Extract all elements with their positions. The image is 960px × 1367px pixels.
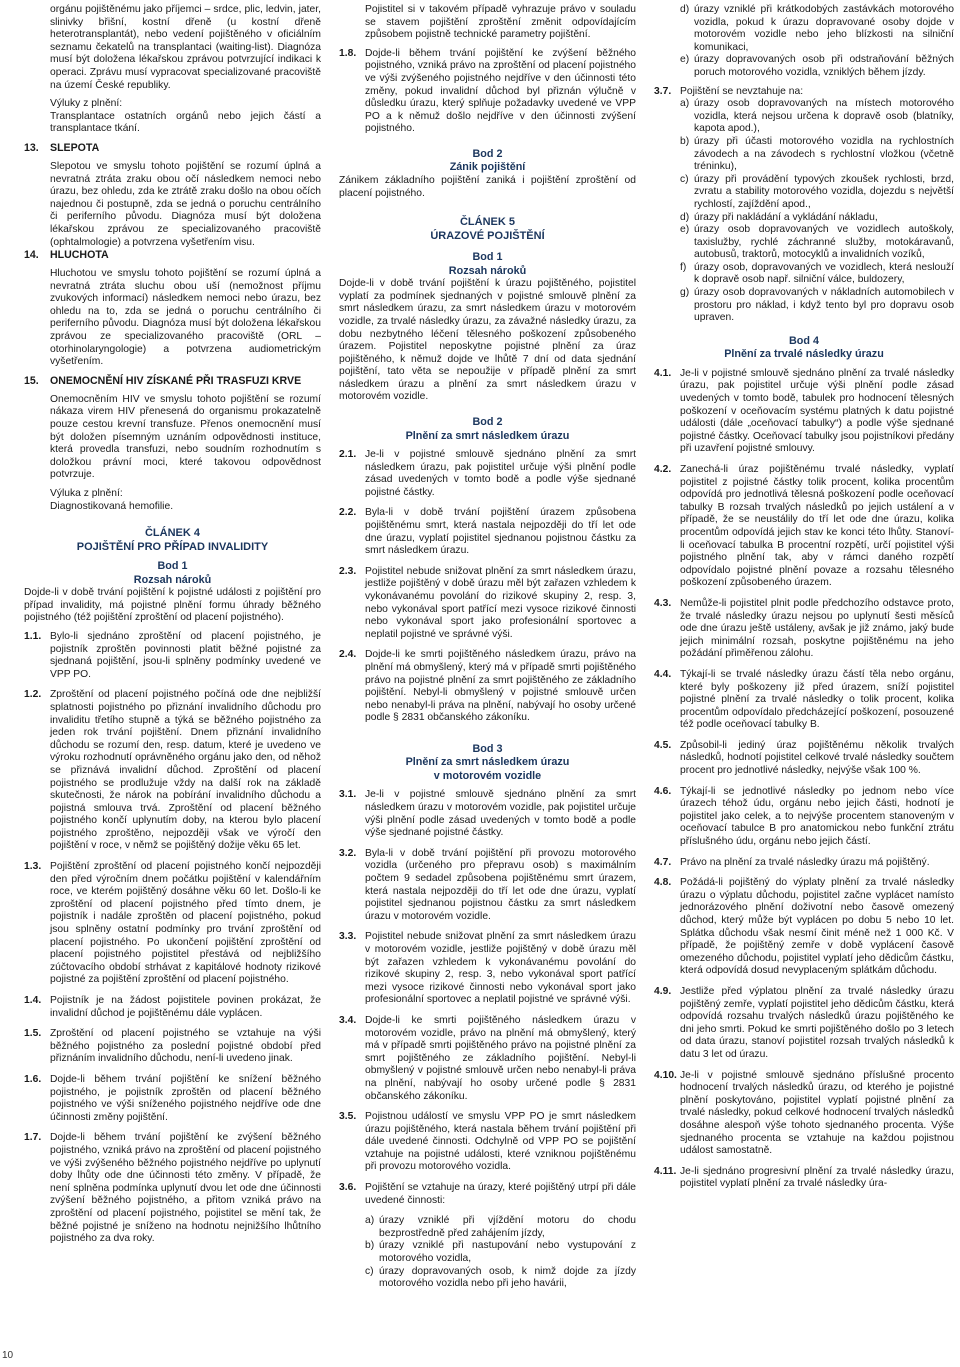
item-number: 1.2.	[24, 689, 42, 701]
item-text: Je-li v pojistné smlouvě sjednáno příslušné procento hodnocení trvalých následků úrazu, od kterého je pojistné plnění poskytováno, pojistitel vyplatí pojistné plnění za trvalé následky, pokud celkové hodnocení trvalých následků dosáhne alespoň výše tohoto sjednaného procenta. Výše sjednaného procenta se vztahuje na každou pojistnou událost samostatně.	[680, 1069, 954, 1157]
item-text: Jestliže před výplatou plnění za trvalé následky úrazu pojištěný zemře, vyplatí pojistitel jeho dědicům částku, která odpovídá rozsahu trvalých následků úrazu pojištěného ke dni jeho smrti. Pokud ke smrti pojištěného došlo po 3 letech od data úrazu, stanoví pojistitel rozsah trvalých následků k datu 3 let od úrazu.	[680, 985, 954, 1060]
numbered-item	[24, 861, 321, 987]
numbered-list	[24, 631, 321, 1246]
numbered-item	[24, 689, 321, 853]
item-text: Pojištění se nevztahuje na:	[680, 85, 804, 97]
section-number: 15.	[24, 374, 39, 387]
item-text: úrazy při provádění typových zkoušek rychlosti, brzd, zvratu a stability motorového vozidla, dojezdu s největší rychlostí, zajíždění apod.,	[694, 173, 954, 210]
numbered-item	[339, 789, 636, 839]
item-text: Byla-li v době trvání pojištění úrazem způsobena pojištěnému smrt, která nastala nejpozději do tří let ode dne úrazu, vyplatí pojistitel sjednanou pojistnou částku za smrt následkem úrazu.	[365, 507, 636, 557]
item-text: Bylo-li sjednáno zproštění od placení pojistného, je pojistník zproštěn povinnosti platit běžné pojistné za sjednaná pojištění, jsou-li splněny podmínky uvedené ve VPP PO.	[50, 630, 321, 680]
item-text: Dojde-li během trvání pojištění ke snížení běžného pojistného, je pojistník zproštěn od placení běžného pojistného ve výši sníženého pojistného nejdříve ode dne účinnosti změny pojištění.	[50, 1073, 321, 1123]
numbered-item	[339, 649, 636, 725]
exclusion-text: Diagnostikovaná hemofilie.	[50, 500, 174, 512]
lettered-item	[680, 262, 954, 287]
numbered-item	[339, 848, 636, 924]
item-text: Právo na plnění za trvalé následky úrazu má pojištěný.	[680, 856, 930, 868]
item-number: 2.4.	[339, 649, 357, 661]
paragraph: Zánikem základního pojištění zaniká i pojištění zproštění od placení pojistného.	[339, 174, 636, 199]
item-number: 4.10.	[654, 1069, 677, 1081]
item-number: 4.2.	[654, 464, 672, 475]
bod-subtitle: Zánik pojištění	[449, 161, 526, 174]
item-number: 4.7.	[654, 856, 672, 868]
lettered-item	[680, 98, 954, 136]
lettered-list	[339, 1215, 636, 1291]
item-text: úrazy vzniklé při vjíždění motoru do chodu bezprostředně před zahájením jízdy,	[379, 1215, 636, 1239]
item-text: Dojde-li ke smrti pojištěného následkem úrazu, právo na plnění má obmyšlený, který má v případě smrti pojištěného právo na pojistné plnění za smrt pojištěného ze základního pojištění. Nebyl-li obmyšlený v pojistné smlouvě určen nebo nenabyl-li práva na plnění, nabývají ho osoby určené podle § 2831 občanského zákoníku.	[365, 649, 636, 724]
item-text: úrazy osob, dopravovaných ve vozidlech, která neslouží k dopravě osob např. silniční válce, buldozery,	[694, 261, 954, 286]
section-13-heading	[24, 142, 321, 155]
item-letter: c)	[680, 173, 689, 185]
numbered-list	[339, 449, 636, 725]
numbered-item	[654, 1070, 954, 1158]
numbered-item	[24, 1074, 321, 1124]
item-number: 1.6.	[24, 1073, 42, 1085]
item-number: 4.3.	[654, 597, 672, 609]
item-text: úrazy vzniklé při krátkodobých zastávkách motorového vozidla, pokud k úrazu dopravované osoby dojde v motorovém vozidle nebo jeho blízkosti na silniční komunikaci,	[694, 4, 954, 53]
item-number: 1.7.	[24, 1132, 42, 1144]
lettered-list	[654, 98, 954, 325]
section-title: SLEPOTA	[50, 141, 100, 154]
numbered-item	[654, 986, 954, 1062]
numbered-item	[339, 566, 636, 642]
item-text: Je-li v pojistné smlouvě sjednáno plnění za smrt následkem úrazu, pak pojistitel určuje výši plnění podle zásad uvedených v tomto bodě a podle výše sjednané pojistné částky.	[365, 449, 636, 498]
paragraph: Dojde-li v době trvání pojištění k pojistné události z pojištění pro případ invalidity, má pojistné plnění formu úhrady běžného pojistného (též pojištění zproštění od placení pojistného).	[24, 587, 321, 624]
lettered-item	[680, 4, 954, 54]
numbered-item	[654, 598, 954, 661]
bod-subtitle-line2: v motorovém vozidle	[433, 769, 542, 782]
bod-subtitle: Plnění za smrt následkem úrazu	[405, 429, 570, 442]
lettered-item	[680, 54, 954, 79]
exclusion-label: Výluky z plnění:	[50, 98, 123, 110]
margin-strip	[0, 0, 10, 1367]
item-letter: c)	[365, 1265, 374, 1277]
article-title: ČLÁNEK 5	[459, 216, 515, 229]
item-letter: d)	[680, 4, 690, 15]
numbered-item	[339, 1111, 636, 1174]
item-number: 3.6.	[339, 1182, 357, 1194]
item-text: Týkají-li se trvalé následky úrazu částí těla nebo orgánu, které byly poškozeny již před úrazem, sníží pojistitel pojistné plnění za trvalé následky o tolik procent, kolika procentům odpovídalo předcházející poškození, posouzené též podle oceňovací tabulky B.	[680, 668, 954, 731]
item-number: 2.3.	[339, 565, 357, 577]
item-text: Dojde-li během trvání pojištění ke zvýšení běžného pojistného, vzniká právo na zproštění od placení pojistného ve výši zvýšeného běžného pojistného nejdříve po uplynutí doby lhůty ode dne účinnosti této změny. V případě, že není splněna podmínka uplynutí dvou let ode dne účinnosti zvýšení běžného pojistného, a přitom vzniká právo na zproštění od placení pojistného, pojistitel se mění tak, že běžné pojistné je sníženo na hodnotu nejnižšího lhůtního pojistného za dva roky.	[50, 1132, 321, 1245]
numbered-item	[24, 631, 321, 681]
item-letter: a)	[680, 98, 690, 110]
numbered-item	[654, 740, 954, 778]
lettered-item	[365, 1215, 636, 1240]
column-2	[339, 4, 636, 1291]
numbered-item	[654, 86, 954, 99]
item-number: 2.1.	[339, 449, 357, 461]
bod-subtitle: Rozsah nároků	[133, 573, 212, 586]
bod-title: Bod 4	[789, 334, 819, 347]
item-number: 1.1.	[24, 630, 42, 642]
numbered-item	[339, 449, 636, 499]
item-number: 4.1.	[654, 367, 672, 379]
lettered-item	[365, 1266, 636, 1291]
numbered-item	[654, 368, 954, 456]
item-text: úrazy osob dopravovaných v nákladních automobilech v prostoru pro náklad, i když tento byl pro dopravu osob upraven.	[694, 287, 954, 324]
item-text: Pojistitel nebude snižovat plnění za smrt následkem úrazu, jestliže pojištěný v době úrazu měl být zařazen vzhledem k vykonávanému povolání do rizikové skupiny 2, resp. 3, nebo vykonával sport patřící mezi vysoce rizikové činnosti nebo vykonával sport jako profesionální sportovec a neplatil pojistné ve správné výši.	[365, 565, 636, 640]
numbered-list	[654, 368, 954, 1191]
article-title: ČLÁNEK 4	[144, 527, 200, 540]
column-1	[24, 4, 321, 1254]
bod-subtitle: Plnění za smrt následkem úrazu	[405, 756, 570, 769]
item-number: 3.3.	[339, 931, 357, 943]
bod-title: Bod 3	[472, 742, 503, 755]
article-subtitle: POJIŠTĚNÍ PRO PŘÍPAD INVALIDITY	[76, 540, 269, 553]
page-number: 10	[2, 1350, 14, 1361]
paragraph: Slepotou ve smyslu tohoto pojištění se rozumí úplná a nevratná ztráta zraku obou očí následkem nemoci nebo úrazu, bez ohledu, zda ke ztrátě zraku došlo na obou očích najednou či postupně, zda se jedná o poruchu centrálního či periferního původu. Diagnóza musí být doložena lékařskou zprávou ze specializovaného pracoviště (ophtalmologie) a potvrzena vyšetřením visu.	[50, 160, 321, 248]
item-number: 3.5.	[339, 1111, 357, 1123]
item-number: 1.4.	[24, 995, 42, 1006]
bod-subtitle: Plnění za trvalé následky úrazu	[724, 348, 884, 361]
item-number: 4.8.	[654, 877, 672, 889]
numbered-item	[654, 669, 954, 732]
item-letter: d)	[680, 211, 690, 223]
lettered-item	[680, 136, 954, 174]
item-text: Požádá-li pojištěný do výplaty plnění za trvalé následky úrazu o výplatu důchodu, pojistitel začne vyplácet namísto jednorázového plnění doživotní nebo časově omezený důchod, který může být vyplácen po dobu 5 nebo 10 let. Splátka důchodu však nesmí činit méně než 1 000 Kč. V případě, že pojištěný zemře v době vyplácení časově omezeného důchodu, pojistitel vyplatí jeho dědicům částku, která odpovídá dosud nevyplaceným splátkám důchodu.	[680, 877, 954, 977]
item-number: 4.5.	[654, 739, 672, 751]
item-text: Nemůže-li pojistitel plnit podle předchozího odstavce proto, že trvalé následky úrazu nejsou po uplynutí šesti měsíců ode dne úrazu ještě ustáleny, avšak je již známo, jaký bude jejich minimální rozsah, poskytne pojištěnému na jeho požádání přiměřenou zálohu.	[680, 597, 954, 660]
item-number: 3.4.	[339, 1014, 357, 1026]
numbered-item	[339, 931, 636, 1007]
exclusion-text: Transplantace ostatních orgánů nebo jejich částí a transplantace tkání.	[50, 110, 321, 135]
item-text: Pojištění se vztahuje na úrazy, které pojištěný utrpí při dále uvedené činnosti:	[365, 1182, 636, 1206]
item-number: 3.2.	[339, 847, 357, 859]
bod-title: Bod 1	[157, 560, 188, 573]
item-number: 4.6.	[654, 785, 672, 797]
numbered-item	[654, 464, 954, 590]
item-letter: f)	[680, 261, 687, 273]
item-letter: b)	[365, 1240, 375, 1252]
paragraph: Dojde-li v době trvání pojištění k úrazu pojištěného, pojistitel vyplatí za podmínek sjednaných v pojistné smlouvě plnění za smrt následkem úrazu, za smrt následkem úrazu v motorovém vozidle, za trvalé následky úrazu, za závažné následky úrazu, za dobu nezbytného léčení tělesného poškození způsobeného úrazem. Pojistitel neposkytne pojistné plnění za úraz pojištěného, k němuž dojde ve lhůtě 7 dní od data sjednání pojištění, tato věta se nepoužije v případě plnění za smrt následkem úrazu a plnění za smrt následkem úrazu v motorovém vozidle.	[339, 278, 636, 403]
section-title: ONEMOCNĚNÍ HIV ZÍSKANÉ PŘI TRASFUZI KRVE	[50, 374, 302, 387]
item-text: Pojistitel nebude snižovat plnění za smrt následkem úrazu v motorovém vozidle, jestliže pojištěný v době úrazu měl být zařazen vzhledem k vykonávanému povolání do rizikové skupiny 2, resp. 3, nebo vykonával sport patřící mezi vysoce rizikové činnosti nebo vykonával sport jako profesionální sportovec a neplatil pojistné ve správné výši.	[365, 931, 636, 1006]
item-text: Pojištění zproštění od placení pojistného končí nejpozději den před výročním dnem počátku pojištění v kalendářním roce, ve kterém pojištěný dosáhne věku 60 let. Došlo-li ke zproštění od placení pojistného před tímto dnem, je pojistník i nadále zproštěn od placení pojistného, pokud jsou splněny ostatní podmínky pro trvání zproštění od placení pojistného. Po ukončení pojištění zproštění od placení pojistného pojistitel přestává od nejbližšího zúčtovacího období strhávat z kapitálové hodnoty rizikové pojistné za pojištění zproštění od placení pojistného.	[50, 861, 321, 986]
item-text: Zproštění od placení pojistného počíná ode dne nejbližší splatnosti pojistného po přiznání invalidního důchodu pro invaliditu třetího stupně a týká se běžného pojistného za jeden rok trvání pojištění. Dnem přiznání invalidního důchodu se rozumí den, resp. datum, které je uvedeno ve výroku rozhodnutí oprávněného orgánu jako den, od něhož se přiznává invalidní důchod. Zproštění od placení pojistného se prodlužuje vždy na další rok na základě skutečnosti, že nárok na pobírání invalidního důchodu a pojistná smlouva trvá. Zproštění od placení běžného pojistného končí uplynutím doby, na kterou bylo placení pojistného zproštěno, nejpozději však ve výročí den pojištění v roce, v němž se pojištěný dožije věku 65 let.	[50, 689, 321, 852]
item-number: 4.11.	[654, 1165, 677, 1177]
bod-title: Bod 2	[472, 416, 503, 429]
item-letter: g)	[680, 287, 690, 299]
paragraph: Hluchotou ve smyslu tohoto pojištění se rozumí úplná a nevratná ztráta sluchu obou uší (nemožnost příjmu zvukových informací) následkem nemoci nebo úrazu, bez ohledu na to, zda se jedná o poruchu centrálního či periferního původu. Diagnóza musí být doložena lékařskou zprávou ze specializovaného pracoviště (ORL – otorhinolaryngologie) a potvrzena audiometrickým vyšetřením.	[50, 268, 321, 368]
numbered-item	[339, 1015, 636, 1103]
item-number: 1.8.	[339, 47, 357, 59]
numbered-item	[654, 857, 954, 870]
numbered-item	[24, 1028, 321, 1066]
item-text: úrazy při nakládání a vykládání nákladu,	[694, 211, 878, 223]
item-text: Způsobil-li jediný úraz pojištěnému několik trvalých následků, hodnotí pojistitel celkové trvalé následky součtem procent pro jednotlivé následky, nejvýše však 100 %.	[680, 739, 954, 777]
numbered-item	[654, 877, 954, 978]
exclusion-label: Výluka z plnění:	[50, 488, 123, 499]
item-number: 1.5.	[24, 1028, 42, 1040]
lettered-item	[365, 1240, 636, 1265]
section-number: 13.	[24, 141, 39, 154]
lettered-item	[680, 212, 954, 225]
item-number: 3.7.	[654, 85, 672, 97]
bod-title: Bod 1	[472, 251, 503, 264]
lettered-item	[680, 287, 954, 325]
numbered-list	[339, 789, 636, 1207]
item-text: Dojde-li ke smrti pojištěného následkem úrazu v motorovém vozidle, právo na plnění má obmyšlený, který má v případě smrti pojištěného právo na pojistné plnění za smrt pojištěného ze základního pojištění. Nebyl-li obmyšlený v pojistné smlouvě určen nebo nenabyl-li práva na plnění, nabývají ho osoby určené podle § 2831 občanského zákoníku.	[365, 1014, 636, 1102]
article-subtitle: ÚRAZOVÉ POJIŠTĚNÍ	[430, 229, 545, 242]
item-text: Týkají-li se jednotlivé následky po jednom nebo více úrazech téhož údu, orgánu nebo jejich části, hodnotí je pojistitel jako celek, a to nejvýše procentem stanoveným v oceňovací tabulce B pro anatomickou nebo funkční ztrátu příslušného údu, orgánu nebo jejich částí.	[680, 785, 954, 848]
section-14-heading	[24, 249, 321, 262]
section-number: 14.	[24, 249, 39, 262]
numbered-item	[654, 1166, 954, 1191]
numbered-item	[24, 995, 321, 1020]
numbered-item	[654, 786, 954, 849]
item-number: 2.2.	[339, 507, 357, 519]
section-15-heading	[24, 375, 321, 388]
item-number: 4.4.	[654, 668, 672, 680]
bod-subtitle: Rozsah nároků	[448, 264, 527, 277]
item-text: Dojde-li během trvání pojištění ke zvýšení běžného pojistného, vzniká právo na zproštění od placení pojistného ve výši zvýšeného pojistného nejdříve v den účinnosti této změny, pokud invalidní důchod byl přiznán výlučně v důsledku úrazu, který splňuje požadavky uvedené ve VPP PO a k němuž došlo nejdříve v den účinnosti zvýšení pojistného.	[365, 47, 636, 135]
item-text: úrazy dopravovaných osob při odstraňování běžných poruch motorového vozidla, vzniklých během jízdy.	[694, 54, 954, 78]
item-text: úrazy osob dopravovaných na místech motorového vozidla, která nejsou určena k dopravě osob (blatníky, kapota apod.),	[694, 98, 954, 135]
numbered-item	[339, 1182, 636, 1207]
item-letter: e)	[680, 54, 690, 66]
paragraph: orgánu pojištěnému jako příjemci – srdce, plic, ledvin, jater, slinivky břišní, kostní dřeně (u kostní dřeně heterotransplantát), nebo vedení pojištěného v oficiálním seznamu čekatelů na transplantaci (waiting-list). Diagnóza musí být doložena lékařskou zprávou potvrzující indikaci k operaci. Zprávu musí vypracovat specializované pracoviště na území České republiky.	[50, 4, 321, 91]
item-text: Byla-li v době trvání pojištění při provozu motorového vozidla (určeného pro přepravu osob) s maximálním počtem 9 sedadel způsobena pojištěnému smrt úrazem, která nastala nejpozději do tří let ode dne úrazu, vyplatí pojistitel sjednanou pojistnou částku za smrt následkem úrazu v motorovém vozidle.	[365, 847, 636, 922]
item-text: úrazy dopravovaných osob, k nimž dojde za jízdy motorového vozidla nebo při jeho havárii,	[379, 1265, 636, 1290]
item-letter: e)	[680, 224, 690, 236]
item-number: 4.9.	[654, 985, 672, 997]
item-text: Zproštění od placení pojistného se vztahuje na výši běžného pojistného za poslední pojistné období před přiznáním invalidního důchodu, není-li uvedeno jinak.	[50, 1028, 321, 1065]
item-text: Pojistník je na žádost pojistitele povinen prokázat, že invalidní důchod je pojištěnému dále vyplácen.	[50, 995, 321, 1019]
numbered-item	[24, 1132, 321, 1245]
paragraph: Onemocněním HIV ve smyslu tohoto pojištění se rozumí nákaza virem HIV přenesená do organismu prokazatelně pouze cestou krevní transfuze. Přenos onemocnění musí být doložen písemným uznáním odpovědnosti instituce, která provedla transfuzi, nebo soudním rozhodnutím s doložkou právní moci, které takovou odpovědnost potvrzuje.	[50, 393, 321, 481]
numbered-item	[339, 48, 636, 136]
paragraph: Pojistitel si v takovém případě vyhrazuje právo v souladu se stavem pojištění zproštění změnit odpovídajícím způsobem pojistně technické parametry pojištění.	[365, 4, 636, 41]
item-text: úrazy osob dopravovaných ve vozidlech autoškoly, taxislužby, rychlé záchranné služby, motokáravanů, autobusů, traktorů, motocyklů a invalidních vozíků,	[694, 224, 954, 261]
item-text: Je-li v pojistné smlouvě sjednáno plnění za smrt následkem úrazu v motorovém vozidle, pak pojistitel určuje výši plnění podle zásad uvedených v tomto bodě a podle výše sjednané pojistné částky.	[365, 789, 636, 839]
item-letter: a)	[365, 1215, 375, 1227]
item-text: Pojistnou událostí ve smyslu VPP PO je smrt následkem úrazu pojištěného, která nastala během trvání pojištění při dále uvedené činnosti. Odchylně od VPP PO se pojištění vztahuje na pojistné události, které vzniknou pojištěnému při provozu motorového vozidla.	[365, 1111, 636, 1173]
lettered-item	[680, 174, 954, 212]
item-text: úrazy při účasti motorového vozidla na rychlostních závodech a na závodech s rychlostní vložkou (včetně tréninku),	[694, 135, 954, 173]
item-text: Je-li sjednáno progresivní plnění za trvalé následky úrazu, pojistitel vyplatí plnění za trvalé následky úra-	[680, 1165, 954, 1190]
column-3	[654, 4, 954, 1199]
item-text: úrazy vzniklé při nastupování nebo vystupování z motorového vozidla,	[379, 1240, 636, 1265]
numbered-item	[339, 507, 636, 557]
lettered-list	[654, 4, 954, 80]
item-number: 1.3.	[24, 861, 42, 873]
item-text: Zanechá-li úraz pojištěnému trvalé následky, vyplatí pojistitel z pojistné částky tolik procent, kolika procentům odpovídá pro jednotlivá tělesná poškození podle oceňovací tabulky B rozsah trvalých následků po jejich ustálení a v případě, že se neustálily do tří let ode dne úrazu, kolika procentům odpovídá jejich stav ke konci této lhůty. Stanoví-li oceňovací tabulka B procentní rozpětí, určí pojistitel výši pojistného plnění tak, aby v rámci daného rozpětí odpovídalo pojistné plnění povaze a rozsahu tělesného poškození způsobeného úrazem.	[680, 464, 954, 589]
section-title: HLUCHOTA	[50, 249, 109, 262]
lettered-item	[680, 224, 954, 262]
bod-title: Bod 2	[472, 147, 503, 160]
item-text: Je-li v pojistné smlouvě sjednáno plnění za trvalé následky úrazu, pak pojistitel určuje výši plnění podle zásad uvedených v tomto bodě, tabulek pro hodnocení tělesných poškození v oceňovacím systému platných k datu pojistné události (dále „oceňovací tabulky“) a podle výše sjednané pojistné částky. Oceňovací tabulky jsou pojistníkovi předány při uzavření pojistné smlouvy.	[680, 367, 954, 455]
item-number: 3.1.	[339, 789, 357, 801]
item-letter: b)	[680, 135, 690, 147]
